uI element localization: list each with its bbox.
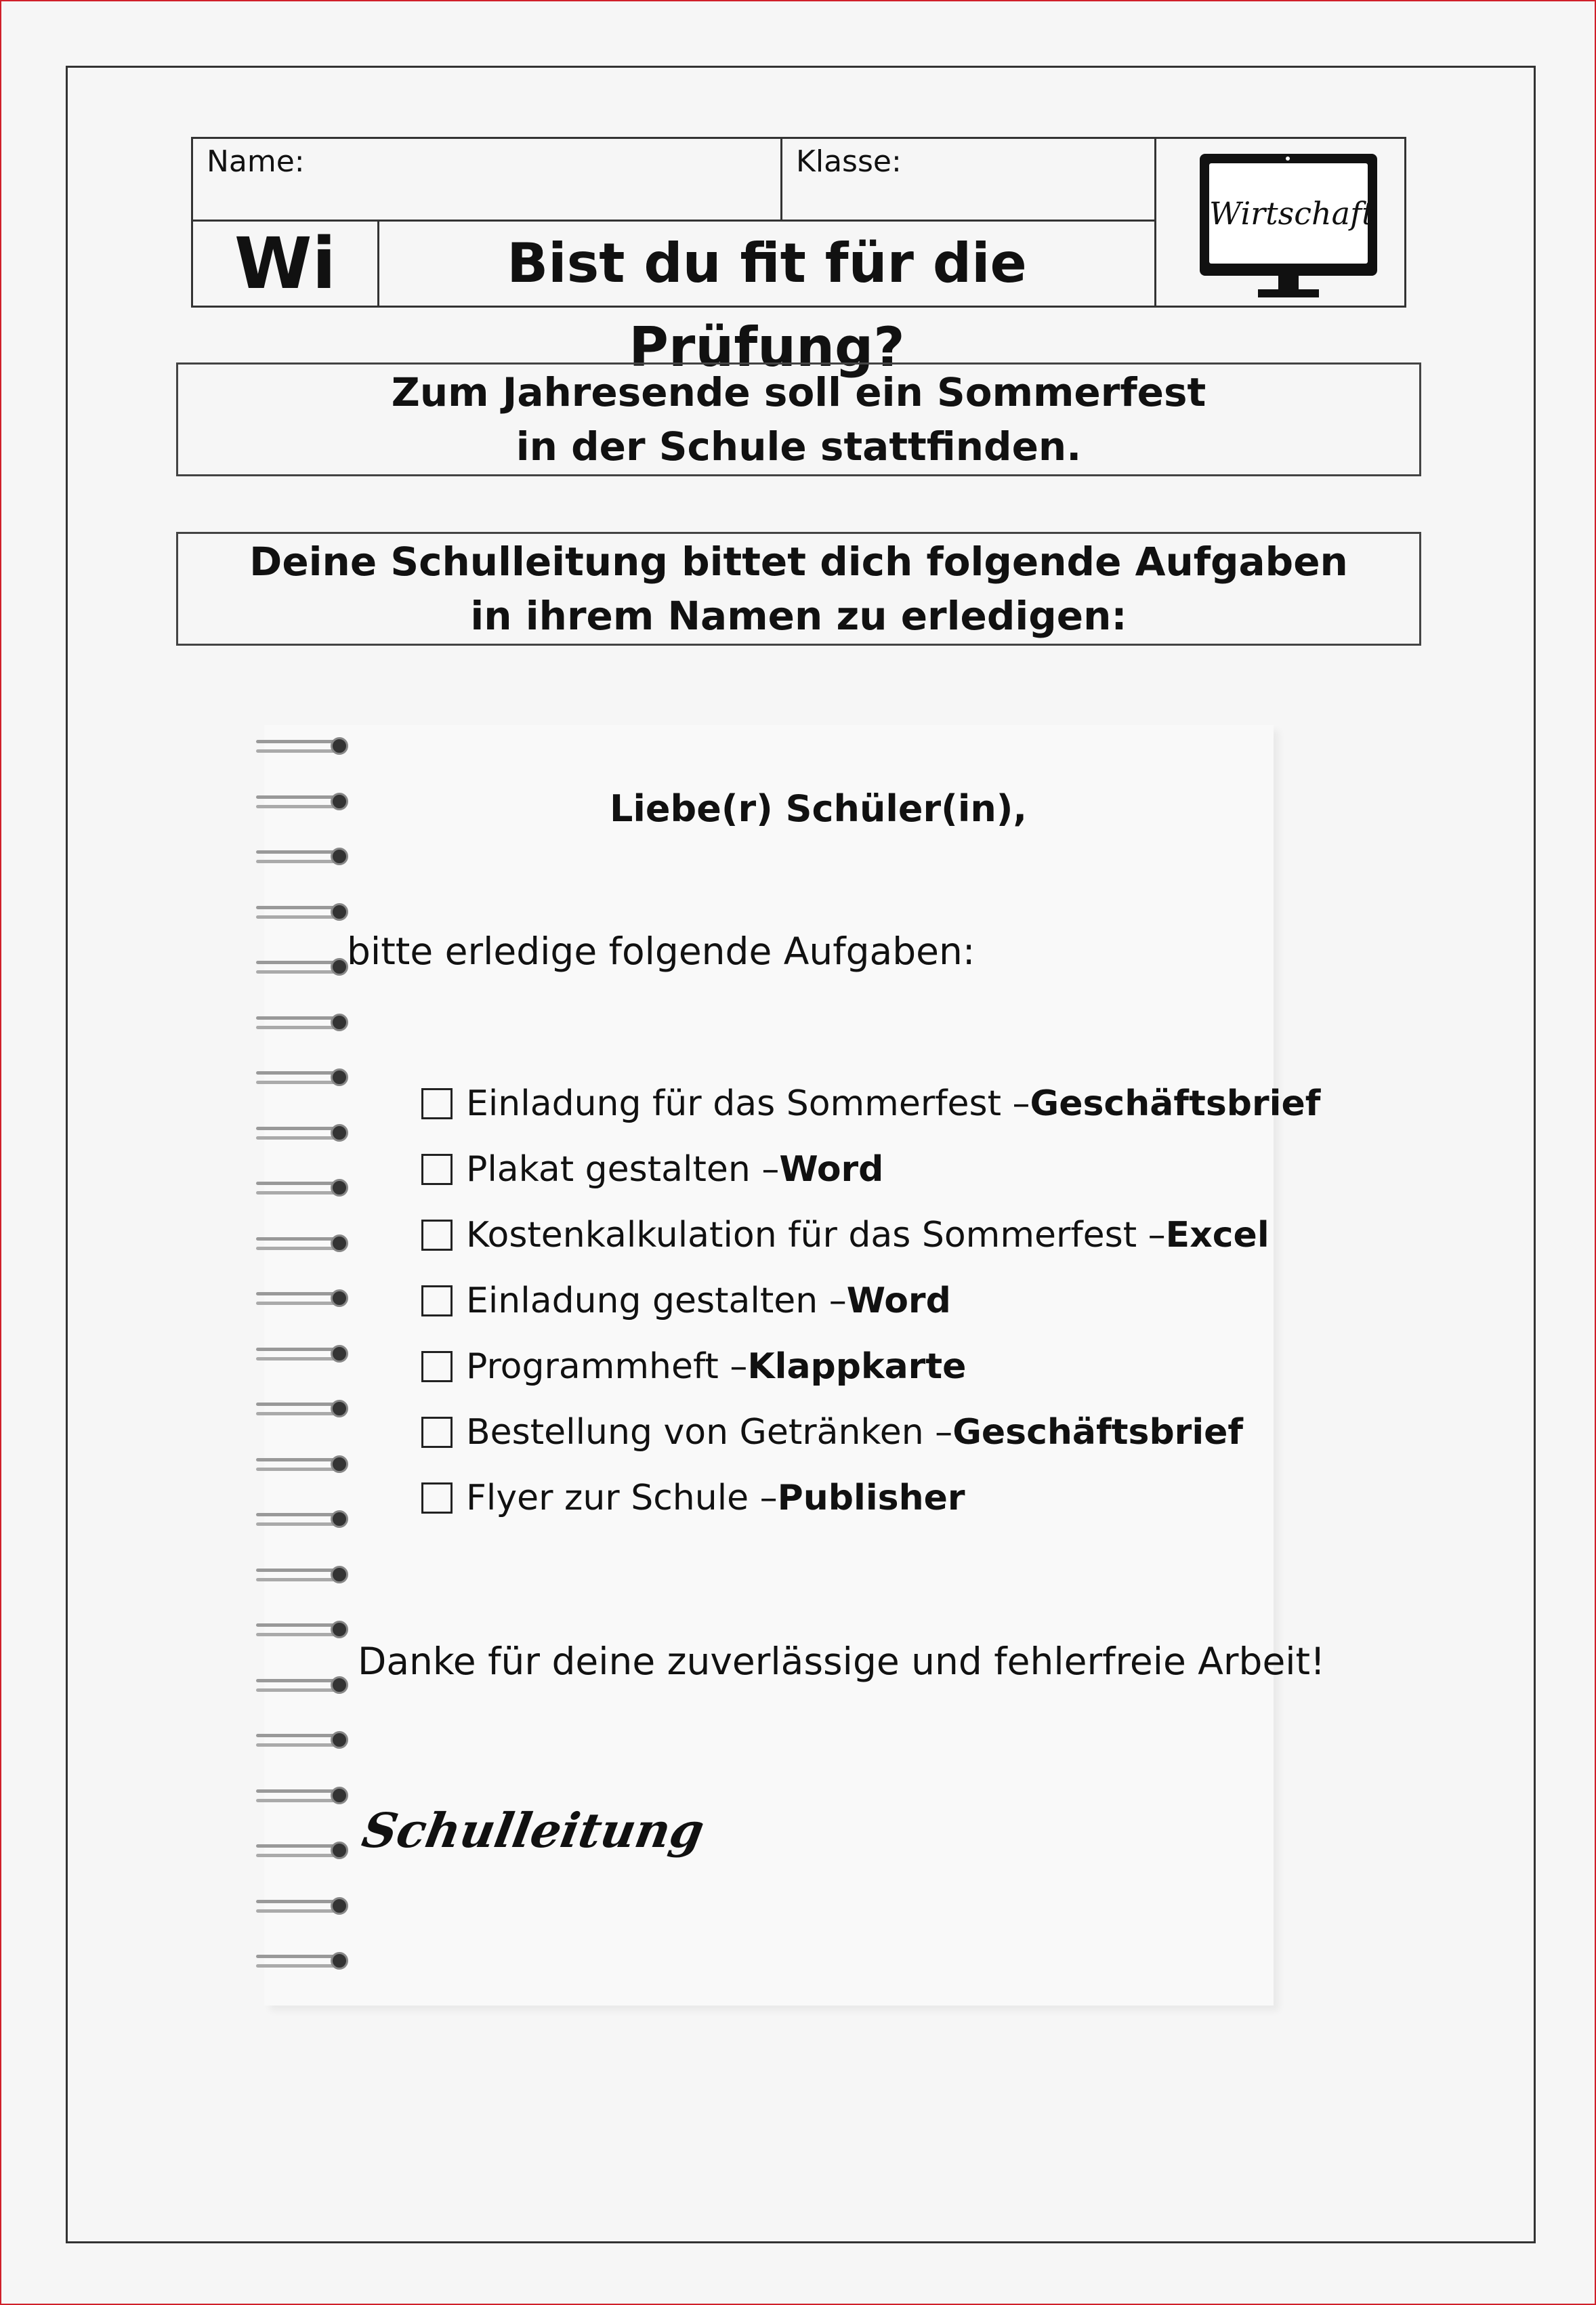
task-tool: Word	[846, 1280, 951, 1321]
task-text: Flyer zur Schule –	[466, 1477, 778, 1518]
spiral-ring	[256, 733, 358, 760]
letter-thanks: Danke für deine zuverlässige und fehlerfreie Arbeit!	[358, 1640, 1326, 1683]
task-list	[421, 1071, 1320, 1531]
task-text: Plakat gestalten –	[466, 1148, 780, 1190]
name-field[interactable]	[193, 139, 782, 222]
task-box-line2: in ihrem Namen zu erledigen:	[470, 593, 1127, 639]
task-tool: Publisher	[777, 1477, 965, 1518]
signature: Schulleitung	[358, 1802, 709, 1858]
task-box	[176, 532, 1421, 646]
task-text: Programmheft –	[466, 1346, 748, 1387]
subject-logo	[1156, 139, 1404, 306]
spiral-ring	[256, 1672, 358, 1699]
name-label: Name:	[207, 144, 305, 179]
subject-code: Wi	[193, 222, 379, 306]
letter-greeting: Liebe(r) Schüler(in),	[610, 787, 1027, 830]
logo-text: Wirtschaft	[1209, 163, 1368, 264]
task-item	[421, 1136, 1320, 1202]
checkbox[interactable]	[421, 1088, 453, 1119]
spiral-ring	[256, 1175, 358, 1202]
intro-box-line1: Zum Jahresende soll ein Sommerfest	[391, 369, 1206, 415]
spiral-binding	[256, 733, 358, 1980]
spiral-ring	[256, 1230, 358, 1258]
task-tool: Klappkarte	[747, 1346, 967, 1387]
task-tool: Geschäftsbrief	[952, 1411, 1244, 1453]
task-item	[421, 1268, 1320, 1333]
task-tool: Word	[779, 1148, 884, 1190]
spiral-ring	[256, 1506, 358, 1533]
intro-box	[176, 362, 1421, 476]
spiral-ring	[256, 1010, 358, 1037]
task-item	[421, 1202, 1320, 1268]
worksheet-title: Bist du fit für die Prüfung?	[379, 222, 1156, 306]
spiral-ring	[256, 1396, 358, 1423]
task-text: Bestellung von Getränken –	[466, 1411, 953, 1453]
checkbox[interactable]	[421, 1482, 453, 1514]
spiral-ring	[256, 1064, 358, 1092]
task-box-line1: Deine Schulleitung bittet dich folgende Aufgaben	[249, 539, 1348, 585]
task-text: Kostenkalkulation für das Sommerfest –	[466, 1214, 1166, 1255]
task-item	[421, 1465, 1320, 1531]
checkbox[interactable]	[421, 1351, 453, 1382]
task-text: Einladung gestalten –	[466, 1280, 847, 1321]
checkbox[interactable]	[421, 1417, 453, 1448]
task-tool: Geschäftsbrief	[1030, 1083, 1321, 1124]
spiral-ring	[256, 1120, 358, 1147]
task-item	[421, 1071, 1320, 1136]
spiral-ring	[256, 954, 358, 981]
intro-box-line2: in der Schule stattfinden.	[516, 423, 1082, 470]
spiral-ring	[256, 1948, 358, 1975]
spiral-ring	[256, 899, 358, 926]
spiral-ring	[256, 1727, 358, 1754]
letter-intro: bitte erledige folgende Aufgaben:	[347, 930, 975, 973]
class-field[interactable]	[782, 139, 1156, 222]
worksheet-header	[191, 137, 1406, 379]
checkbox[interactable]	[421, 1154, 453, 1185]
checkbox[interactable]	[421, 1220, 453, 1251]
task-item	[421, 1333, 1320, 1399]
class-label: Klasse:	[796, 144, 902, 179]
spiral-ring	[256, 844, 358, 871]
task-text: Einladung für das Sommerfest –	[466, 1083, 1030, 1124]
spiral-ring	[256, 1285, 358, 1312]
spiral-ring	[256, 1837, 358, 1865]
spiral-ring	[256, 1617, 358, 1644]
spiral-ring	[256, 1893, 358, 1920]
spiral-ring	[256, 1341, 358, 1368]
monitor-icon	[1200, 154, 1377, 276]
checkbox[interactable]	[421, 1285, 453, 1316]
spiral-ring	[256, 1562, 358, 1589]
spiral-ring	[256, 1783, 358, 1810]
task-tool: Excel	[1165, 1214, 1269, 1255]
spiral-ring	[256, 1451, 358, 1478]
task-item	[421, 1399, 1320, 1465]
